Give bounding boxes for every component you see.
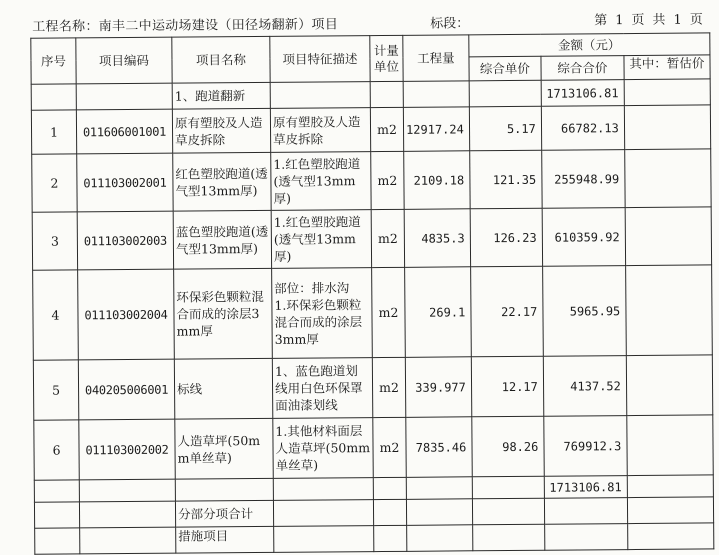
page-word-3: 共 bbox=[652, 12, 666, 28]
row-name: 红色塑胶跑道(透气型13mm厚) bbox=[173, 152, 271, 211]
row-total: 769912.3 bbox=[544, 416, 627, 477]
col-name: 项目名称 bbox=[172, 36, 270, 83]
project-name: 工程名称：南丰二中运动场建设（田径场翻新）项目 bbox=[32, 17, 339, 35]
section-total: 1713106.81 bbox=[541, 80, 624, 107]
row-desc: 1.红色塑胶跑道(透气型13mm厚) bbox=[271, 210, 371, 269]
row-name: 蓝色塑胶跑道(透气型13mm厚) bbox=[173, 210, 271, 269]
col-provisional bbox=[624, 55, 710, 80]
row-unit: m2 bbox=[371, 209, 404, 267]
row-name: 环保彩色颗粒混合而成的涂层3mm厚 bbox=[174, 268, 273, 359]
row-desc: 部位：排水沟 1.环保彩色颗粒混合而成的涂层3mm厚 bbox=[272, 268, 373, 359]
row-price: 121.35 bbox=[469, 150, 541, 209]
row-total: 66782.13 bbox=[541, 106, 624, 151]
bid-section-label: 标段： bbox=[430, 16, 470, 32]
row-name: 人造草坪(50mm单丝草) bbox=[175, 418, 273, 479]
row-code: 011103002004 bbox=[78, 269, 175, 360]
row-unit: m2 bbox=[372, 267, 406, 357]
table-row bbox=[32, 149, 711, 212]
row-unit: m2 bbox=[370, 107, 403, 151]
subtotal-label: 分部分项合计 bbox=[175, 500, 273, 527]
row-price: 12.17 bbox=[471, 356, 543, 417]
row-desc: 1.红色塑胶跑道(透气型13mm厚) bbox=[271, 152, 371, 211]
section-total-value: 1713106.81 bbox=[544, 476, 627, 499]
measures-row bbox=[35, 523, 714, 554]
row-name: 原有塑胶及人造草皮拆除 bbox=[172, 108, 270, 153]
col-desc: 项目特征描述 bbox=[270, 36, 370, 83]
table-row bbox=[33, 355, 712, 420]
row-code: 011606001001 bbox=[76, 109, 172, 154]
row-qty: 339.977 bbox=[405, 357, 471, 418]
row-total: 610359.92 bbox=[542, 208, 625, 267]
table-row bbox=[31, 105, 710, 154]
table-row bbox=[33, 265, 712, 360]
row-code: 011103002001 bbox=[77, 153, 173, 212]
bill-of-quantities-table bbox=[30, 32, 714, 554]
row-qty: 4835.3 bbox=[404, 209, 470, 268]
col-unit: 计量单位 bbox=[370, 35, 403, 81]
row-code: 040205006001 bbox=[78, 359, 174, 420]
row-seq: 3 bbox=[32, 212, 77, 270]
row-code: 011103002002 bbox=[79, 419, 175, 480]
row-name: 标线 bbox=[174, 358, 272, 419]
row-seq: 1 bbox=[31, 110, 76, 154]
page-total: 1 bbox=[673, 12, 682, 28]
row-seq: 2 bbox=[32, 154, 77, 212]
col-qty: 工程量 bbox=[403, 35, 469, 82]
row-total: 4137.52 bbox=[543, 356, 626, 417]
col-amount-group: 金额（元） bbox=[469, 33, 710, 57]
row-desc: 1、蓝色跑道划线用白色环保罩面油漆划线 bbox=[272, 358, 372, 419]
row-qty: 2109.18 bbox=[404, 151, 470, 210]
col-provisional-text: 其中：暂估价 bbox=[629, 55, 705, 72]
section-name: 1、跑道翻新 bbox=[172, 82, 270, 109]
col-unit-price: 综合单价 bbox=[469, 56, 541, 81]
row-total: 255948.99 bbox=[541, 150, 624, 209]
row-unit: m2 bbox=[371, 151, 404, 209]
row-code: 011103002003 bbox=[77, 211, 173, 270]
row-total: 5965.95 bbox=[542, 266, 626, 357]
row-desc: 1.其他材料面层 人造草坪(50mm单丝草) bbox=[273, 418, 373, 479]
page-word-4: 页 bbox=[689, 12, 703, 28]
row-price: 5.17 bbox=[469, 106, 541, 151]
page-word-1: 第 bbox=[594, 13, 608, 29]
row-qty: 12917.24 bbox=[403, 107, 469, 152]
measures-label: 措施项目 bbox=[176, 526, 274, 553]
row-qty: 269.1 bbox=[405, 267, 472, 358]
row-price: 98.26 bbox=[472, 416, 544, 477]
col-seq: 序号 bbox=[31, 38, 76, 84]
row-desc: 原有塑胶及人造草皮拆除 bbox=[270, 108, 370, 153]
row-unit: m2 bbox=[372, 357, 405, 417]
row-seq: 6 bbox=[34, 420, 79, 480]
page-info bbox=[594, 8, 703, 28]
table-row bbox=[34, 415, 713, 480]
row-seq: 5 bbox=[33, 360, 78, 420]
row-price: 22.17 bbox=[470, 266, 543, 357]
row-qty: 7835.46 bbox=[406, 417, 472, 478]
row-seq: 4 bbox=[33, 270, 79, 360]
col-total: 综合合价 bbox=[541, 56, 624, 81]
row-unit: m2 bbox=[373, 417, 406, 477]
row-price: 126.23 bbox=[470, 208, 542, 267]
page-word-2: 页 bbox=[631, 12, 645, 29]
page-number: 1 bbox=[615, 13, 624, 29]
col-code: 项目编码 bbox=[76, 37, 172, 84]
page-header bbox=[22, 8, 719, 35]
table-row bbox=[32, 207, 711, 270]
